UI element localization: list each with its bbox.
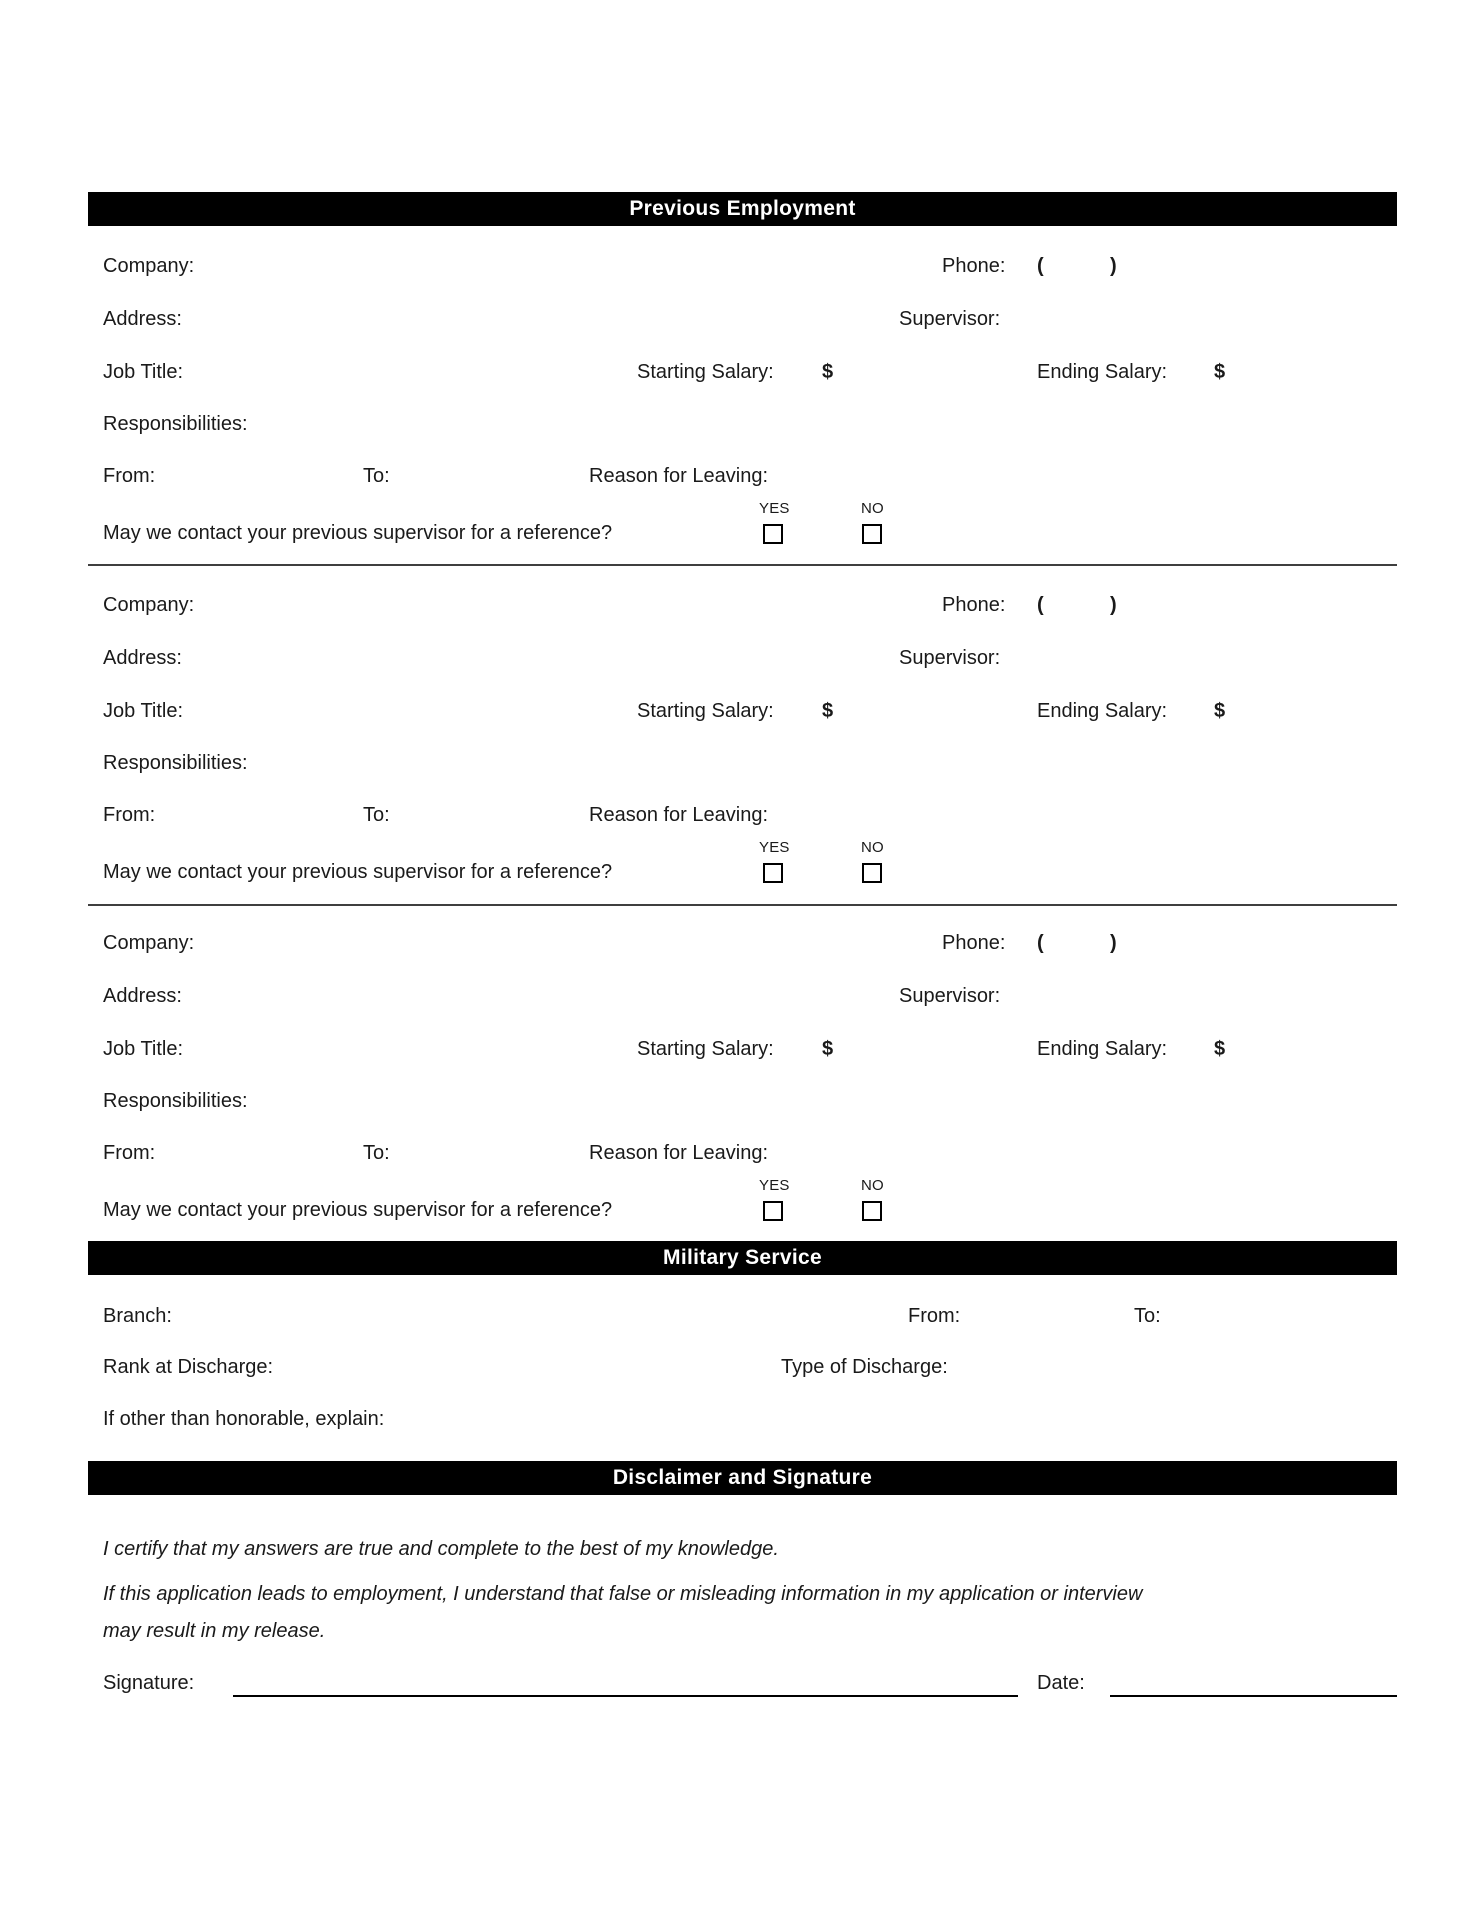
employment-block-3	[0, 930, 1484, 1230]
dates-reason-row	[0, 1140, 1484, 1166]
from-label: From:	[103, 465, 156, 487]
release-statement-line-1: If this application leads to employment, I understand that false or misleading information in my application or interview	[103, 1583, 1143, 1605]
contact-no-checkbox[interactable]	[862, 524, 882, 544]
address-label: Address:	[103, 985, 182, 1007]
contact-question-label: May we contact your previous supervisor for a reference?	[103, 522, 613, 544]
type-of-discharge-label: Type of Discharge:	[781, 1356, 948, 1378]
branch-row	[0, 1303, 1484, 1329]
ending-salary-currency: $	[1214, 700, 1226, 722]
phone-paren-close: )	[1110, 255, 1117, 277]
supervisor-label: Supervisor:	[899, 647, 1001, 669]
yes-label: YES	[759, 839, 790, 856]
company-phone-row	[0, 592, 1484, 618]
contact-yes-checkbox[interactable]	[763, 524, 783, 544]
release-statement-row-2	[0, 1618, 1484, 1644]
job-title-label: Job Title:	[103, 700, 184, 722]
certify-statement: I certify that my answers are true and complete to the best of my knowledge.	[103, 1538, 779, 1560]
company-label: Company:	[103, 255, 195, 277]
job-title-label: Job Title:	[103, 1038, 184, 1060]
address-supervisor-row	[0, 645, 1484, 671]
dates-reason-row	[0, 463, 1484, 489]
contact-question-row	[0, 1197, 1484, 1223]
block-divider	[88, 564, 1397, 566]
address-label: Address:	[103, 647, 182, 669]
ending-salary-label: Ending Salary:	[1037, 361, 1168, 383]
phone-label: Phone:	[942, 932, 1006, 954]
job-title-label: Job Title:	[103, 361, 184, 383]
jobtitle-salary-row	[0, 698, 1484, 724]
employment-block-1	[0, 253, 1484, 553]
supervisor-label: Supervisor:	[899, 985, 1001, 1007]
phone-paren-close: )	[1110, 932, 1117, 954]
reason-for-leaving-label: Reason for Leaving:	[589, 804, 769, 826]
starting-salary-currency: $	[822, 1038, 834, 1060]
no-label: NO	[861, 500, 884, 517]
explain-label: If other than honorable, explain:	[103, 1408, 385, 1430]
responsibilities-row	[0, 411, 1484, 437]
ending-salary-label: Ending Salary:	[1037, 1038, 1168, 1060]
address-supervisor-row	[0, 983, 1484, 1009]
reason-for-leaving-label: Reason for Leaving:	[589, 1142, 769, 1164]
company-label: Company:	[103, 594, 195, 616]
responsibilities-row	[0, 1088, 1484, 1114]
section-header-military-service	[88, 1241, 1397, 1275]
phone-paren-open: (	[1037, 932, 1044, 954]
starting-salary-label: Starting Salary:	[637, 700, 774, 722]
starting-salary-currency: $	[822, 361, 834, 383]
from-label: From:	[103, 804, 156, 826]
to-label: To:	[363, 465, 390, 487]
contact-question-row	[0, 520, 1484, 546]
section-title-disclaimer-signature: Disclaimer and Signature	[612, 1466, 873, 1489]
contact-question-label: May we contact your previous supervisor for a reference?	[103, 1199, 613, 1221]
rank-at-discharge-label: Rank at Discharge:	[103, 1356, 274, 1378]
contact-no-checkbox[interactable]	[862, 863, 882, 883]
contact-yes-checkbox[interactable]	[763, 1201, 783, 1221]
from-label: From:	[103, 1142, 156, 1164]
no-label: NO	[861, 1177, 884, 1194]
starting-salary-currency: $	[822, 700, 834, 722]
branch-label: Branch:	[103, 1305, 172, 1327]
signature-line[interactable]	[233, 1695, 1018, 1697]
address-supervisor-row	[0, 306, 1484, 332]
phone-label: Phone:	[942, 255, 1006, 277]
to-label: To:	[363, 1142, 390, 1164]
dates-reason-row	[0, 802, 1484, 828]
employment-block-2	[0, 592, 1484, 892]
phone-paren-open: (	[1037, 594, 1044, 616]
company-phone-row	[0, 253, 1484, 279]
ending-salary-currency: $	[1214, 361, 1226, 383]
ending-salary-label: Ending Salary:	[1037, 700, 1168, 722]
jobtitle-salary-row	[0, 359, 1484, 385]
military-to-label: To:	[1134, 1305, 1161, 1327]
contact-question-label: May we contact your previous supervisor for a reference?	[103, 861, 613, 883]
block-divider	[88, 904, 1397, 906]
to-label: To:	[363, 804, 390, 826]
responsibilities-row	[0, 750, 1484, 776]
company-label: Company:	[103, 932, 195, 954]
discharge-row	[0, 1354, 1484, 1380]
starting-salary-label: Starting Salary:	[637, 1038, 774, 1060]
release-statement-line-2: may result in my release.	[103, 1620, 326, 1642]
responsibilities-label: Responsibilities:	[103, 413, 248, 435]
no-label: NO	[861, 839, 884, 856]
reason-for-leaving-label: Reason for Leaving:	[589, 465, 769, 487]
signature-row	[0, 1670, 1484, 1696]
company-phone-row	[0, 930, 1484, 956]
address-label: Address:	[103, 308, 182, 330]
date-line[interactable]	[1110, 1695, 1397, 1697]
phone-paren-open: (	[1037, 255, 1044, 277]
signature-label: Signature:	[103, 1672, 195, 1694]
explain-row	[0, 1406, 1484, 1432]
starting-salary-label: Starting Salary:	[637, 361, 774, 383]
responsibilities-label: Responsibilities:	[103, 1090, 248, 1112]
ending-salary-currency: $	[1214, 1038, 1226, 1060]
section-title-military-service: Military Service	[663, 1246, 822, 1269]
section-title-previous-employment: Previous Employment	[629, 197, 856, 220]
contact-no-checkbox[interactable]	[862, 1201, 882, 1221]
section-header-previous-employment	[88, 192, 1397, 226]
section-header-disclaimer-signature	[88, 1461, 1397, 1495]
contact-yes-checkbox[interactable]	[763, 863, 783, 883]
release-statement-row-1	[0, 1581, 1484, 1607]
military-from-label: From:	[908, 1305, 961, 1327]
date-label: Date:	[1037, 1672, 1085, 1694]
yes-label: YES	[759, 500, 790, 517]
phone-paren-close: )	[1110, 594, 1117, 616]
phone-label: Phone:	[942, 594, 1006, 616]
supervisor-label: Supervisor:	[899, 308, 1001, 330]
responsibilities-label: Responsibilities:	[103, 752, 248, 774]
certify-statement-row	[0, 1536, 1484, 1562]
yes-label: YES	[759, 1177, 790, 1194]
jobtitle-salary-row	[0, 1036, 1484, 1062]
contact-question-row	[0, 859, 1484, 885]
